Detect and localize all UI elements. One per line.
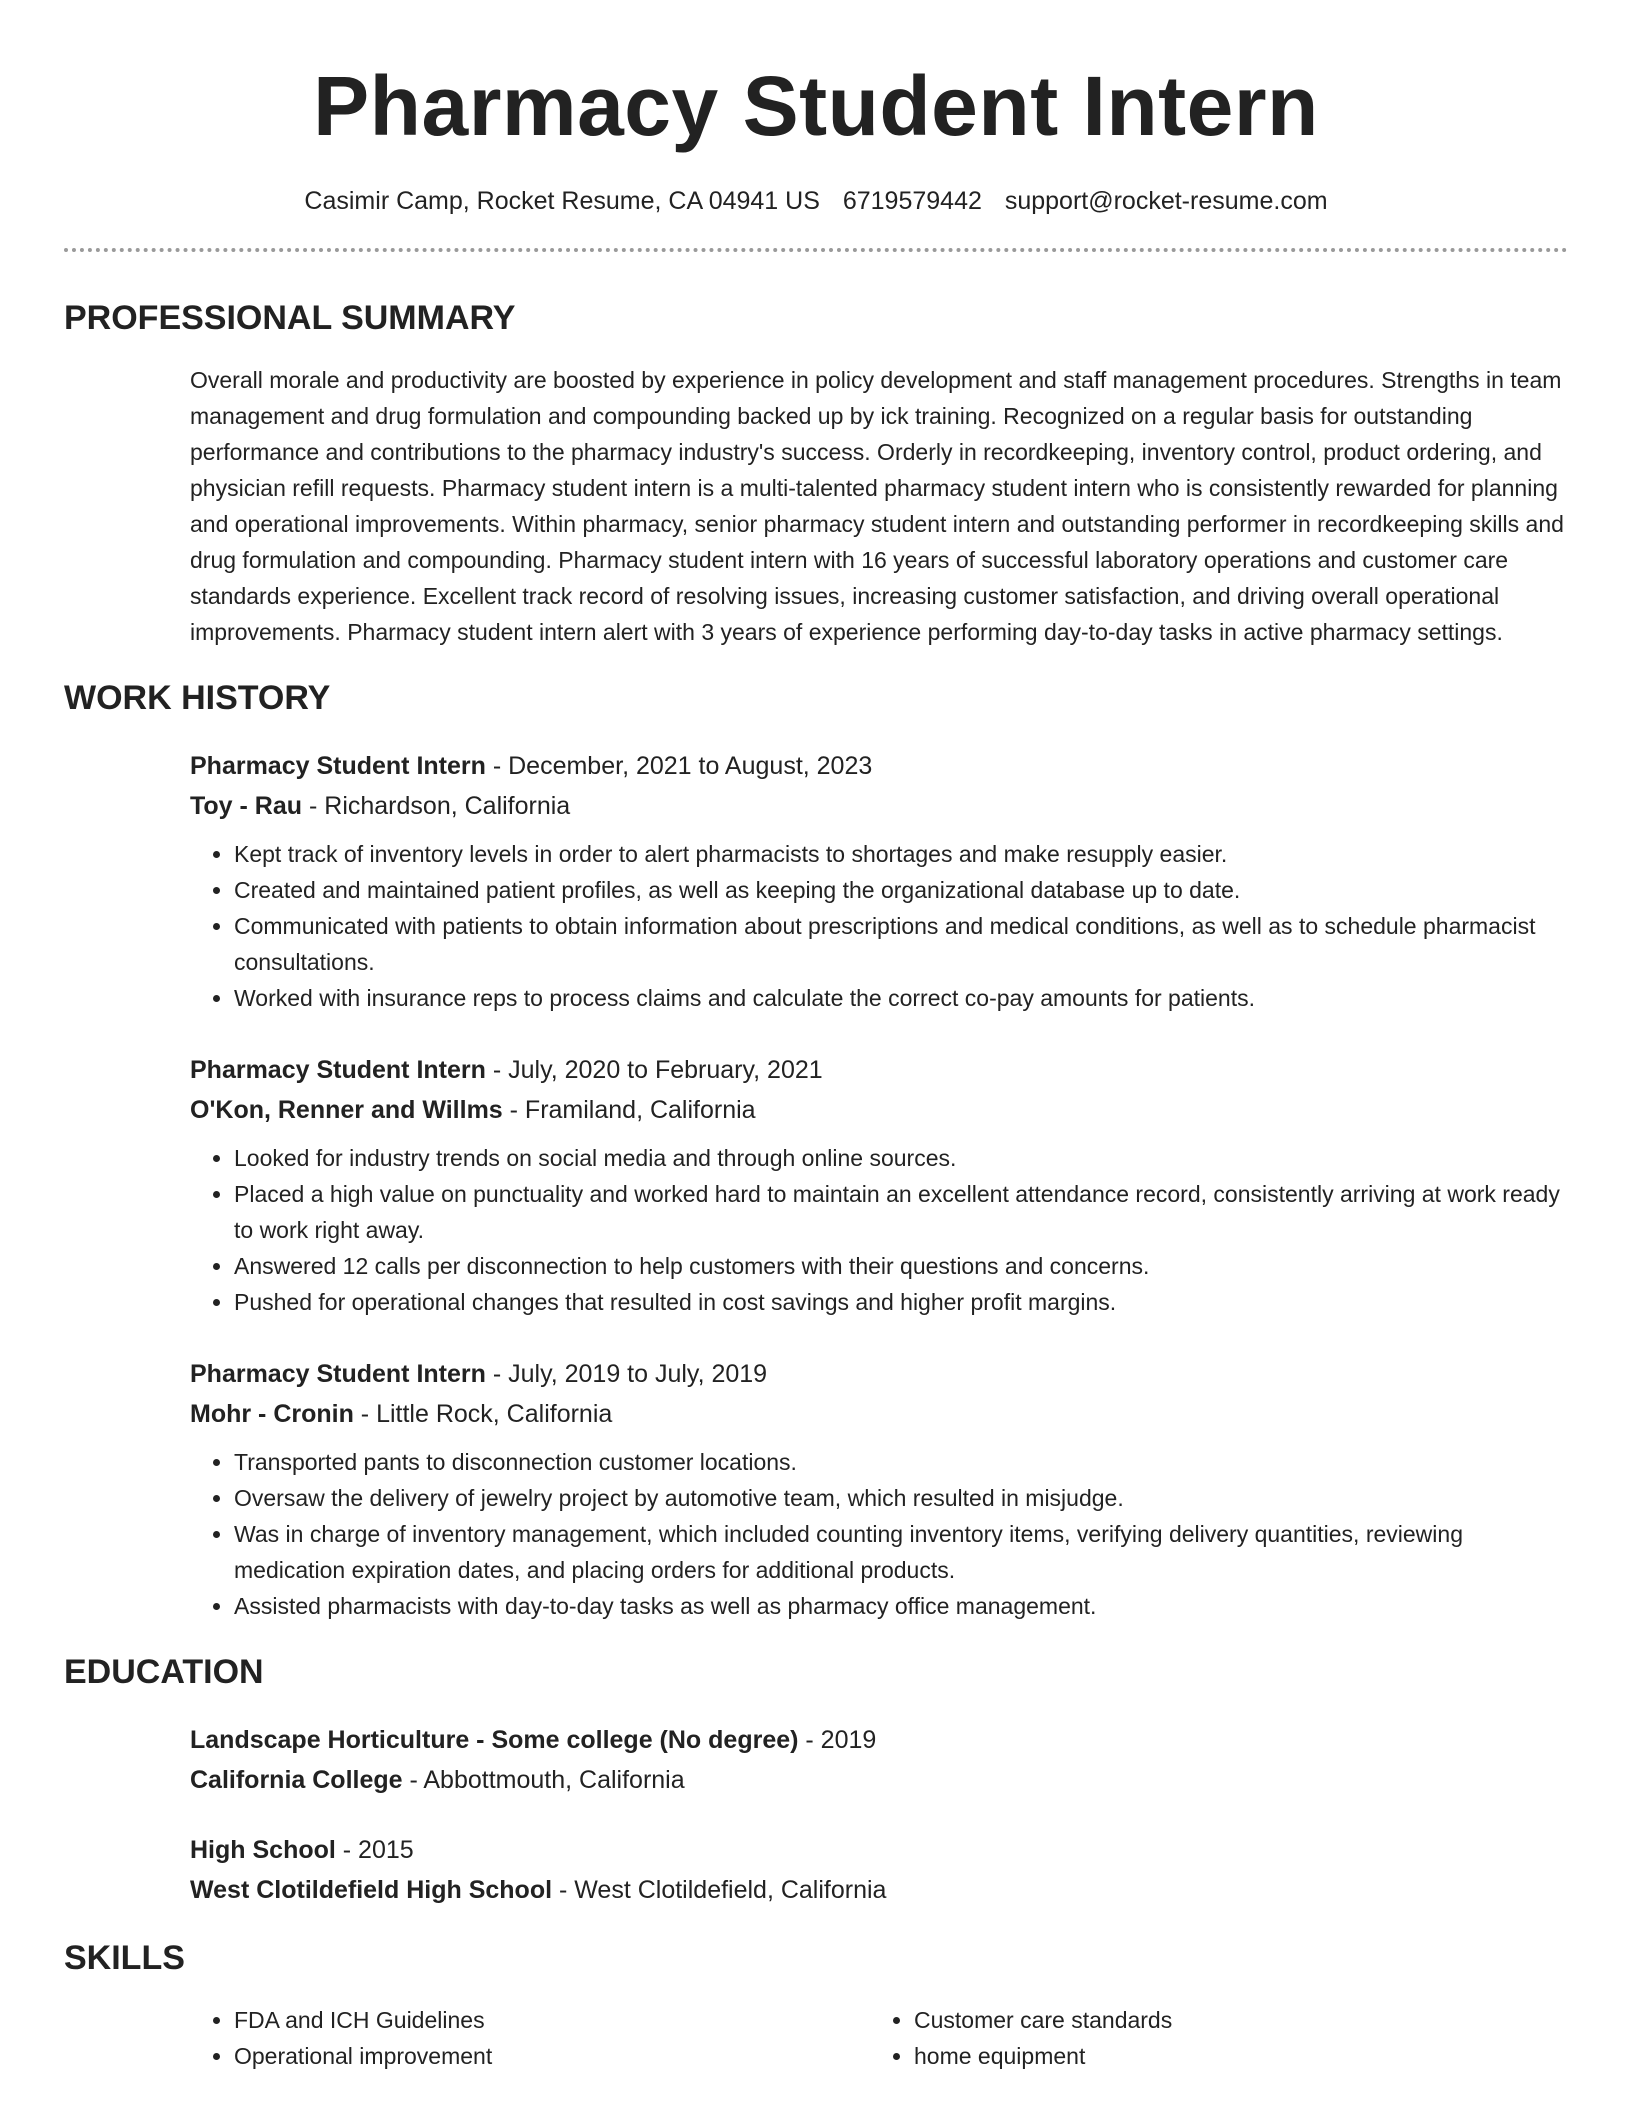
job-entry	[190, 1050, 1568, 1320]
header-divider	[64, 248, 1568, 252]
education-degree-line	[190, 1720, 1568, 1760]
job-dates: - July, 2020 to February, 2021	[485, 1056, 823, 1084]
contact-address: Casimir Camp, Rocket Resume, CA 04941 US	[304, 187, 820, 215]
job-bullet: • Communicated with patients to obtain information about prescriptions and medical conditions, as well as to schedule pharmacist consultations.	[234, 908, 1568, 980]
job-bullet: • Worked with insurance reps to process claims and calculate the correct co-pay amounts for patients.	[234, 980, 1568, 1016]
job-bullet: • Oversaw the delivery of jewelry project by automotive team, which resulted in misjudge.	[234, 1480, 1568, 1516]
education-year: - 2015	[335, 1836, 414, 1864]
summary-title: PROFESSIONAL SUMMARY	[64, 299, 516, 337]
summary-section	[64, 296, 1568, 650]
job-bullet: • Answered 12 calls per disconnection to help customers with their questions and concerns.	[234, 1248, 1568, 1284]
work-history-section	[64, 676, 1568, 1624]
skills-title: SKILLS	[64, 1939, 185, 1977]
job-entry	[190, 1354, 1568, 1624]
job-bullet: • Created and maintained patient profiles, as well as keeping the organizational database up to date.	[234, 872, 1568, 908]
job-bullets	[190, 836, 1568, 1016]
job-role-line	[190, 1354, 1568, 1394]
job-company-line	[190, 1394, 1568, 1434]
job-company-line	[190, 786, 1568, 826]
skills-section	[64, 1936, 1568, 2074]
job-company: Mohr - Cronin	[190, 1400, 354, 1428]
skills-left-column	[190, 2002, 870, 2074]
job-bullet: • Placed a high value on punctuality and worked hard to maintain an excellent attendance record, consistently arriving at work ready to work right away.	[234, 1176, 1568, 1248]
education-degree: High School	[190, 1836, 336, 1864]
job-location: - Little Rock, California	[353, 1400, 613, 1428]
education-entry	[190, 1830, 1568, 1910]
education-location: - Abbottmouth, California	[402, 1766, 685, 1794]
job-company: Toy - Rau	[190, 792, 303, 820]
job-bullet: • Transported pants to disconnection customer locations.	[234, 1444, 1568, 1480]
education-section	[64, 1650, 1568, 1910]
work-history-title: WORK HISTORY	[64, 679, 331, 717]
job-bullet: • Kept track of inventory levels in order to alert pharmacists to shortages and make resupply easier.	[234, 836, 1568, 872]
education-school: California College	[190, 1766, 403, 1794]
job-role-line	[190, 746, 1568, 786]
resume-name: Pharmacy Student Intern	[313, 59, 1319, 153]
job-location: - Richardson, California	[302, 792, 571, 820]
job-dates: - December, 2021 to August, 2023	[485, 752, 873, 780]
job-role-line	[190, 1050, 1568, 1090]
skills-right-column	[870, 2002, 1550, 2074]
contact-phone: 6719579442	[842, 187, 982, 215]
job-bullet: • Was in charge of inventory management, which included counting inventory items, verifying delivery quantities, reviewing medication expiration dates, and placing orders for additional products.	[234, 1516, 1568, 1588]
job-bullet: • Looked for industry trends on social media and through online sources.	[234, 1140, 1568, 1176]
summary-text: Overall morale and productivity are boosted by experience in policy development and staff management procedures. Strengths in team management and drug formulation and compounding backed up by ick training. Recognized on a regular basis for outstanding performance and contributions to the pharmacy industry's success. Orderly in recordkeeping, inventory control, product ordering, and physician refill requests. Pharmacy student intern is a multi-talented pharmacy student intern who is consistently rewarded for planning and operational improvements. Within pharmacy, senior pharmacy student intern and outstanding performer in recordkeeping skills and drug formulation and compounding. Pharmacy student intern with 16 years of successful laboratory operations and customer care standards experience. Excellent track record of resolving issues, increasing customer satisfaction, and driving overall operational improvements. Pharmacy student intern alert with 3 years of experience performing day-to-day tasks in active pharmacy settings.	[190, 367, 1564, 645]
education-year: - 2019	[798, 1726, 877, 1754]
job-company-line	[190, 1090, 1568, 1130]
job-entry	[190, 746, 1568, 1016]
contact-line	[64, 184, 1568, 218]
education-location: - West Clotildefield, California	[552, 1876, 887, 1904]
education-school-line	[190, 1760, 1568, 1800]
job-bullets	[190, 1444, 1568, 1624]
job-dates: - July, 2019 to July, 2019	[485, 1360, 768, 1388]
contact-email: support@rocket-resume.com	[1004, 187, 1328, 215]
education-school: West Clotildefield High School	[190, 1876, 553, 1904]
skill-item: • Customer care standards	[914, 2002, 1550, 2038]
education-school-line	[190, 1870, 1568, 1910]
job-location: - Framiland, California	[502, 1096, 756, 1124]
skill-item: • Operational improvement	[234, 2038, 870, 2074]
skill-item: • home equipment	[914, 2038, 1550, 2074]
job-bullets	[190, 1140, 1568, 1320]
skill-item: • FDA and ICH Guidelines	[234, 2002, 870, 2038]
job-role: Pharmacy Student Intern	[190, 752, 486, 780]
education-title: EDUCATION	[64, 1653, 264, 1691]
skills-columns	[190, 2002, 1568, 2074]
education-degree-line	[190, 1830, 1568, 1870]
education-entry	[190, 1720, 1568, 1800]
job-role: Pharmacy Student Intern	[190, 1360, 486, 1388]
job-bullet: • Pushed for operational changes that resulted in cost savings and higher profit margins.	[234, 1284, 1568, 1320]
job-bullet: • Assisted pharmacists with day-to-day tasks as well as pharmacy office management.	[234, 1588, 1568, 1624]
job-company: O'Kon, Renner and Willms	[190, 1096, 503, 1124]
education-degree: Landscape Horticulture - Some college (No degree)	[190, 1726, 799, 1754]
job-role: Pharmacy Student Intern	[190, 1056, 486, 1084]
